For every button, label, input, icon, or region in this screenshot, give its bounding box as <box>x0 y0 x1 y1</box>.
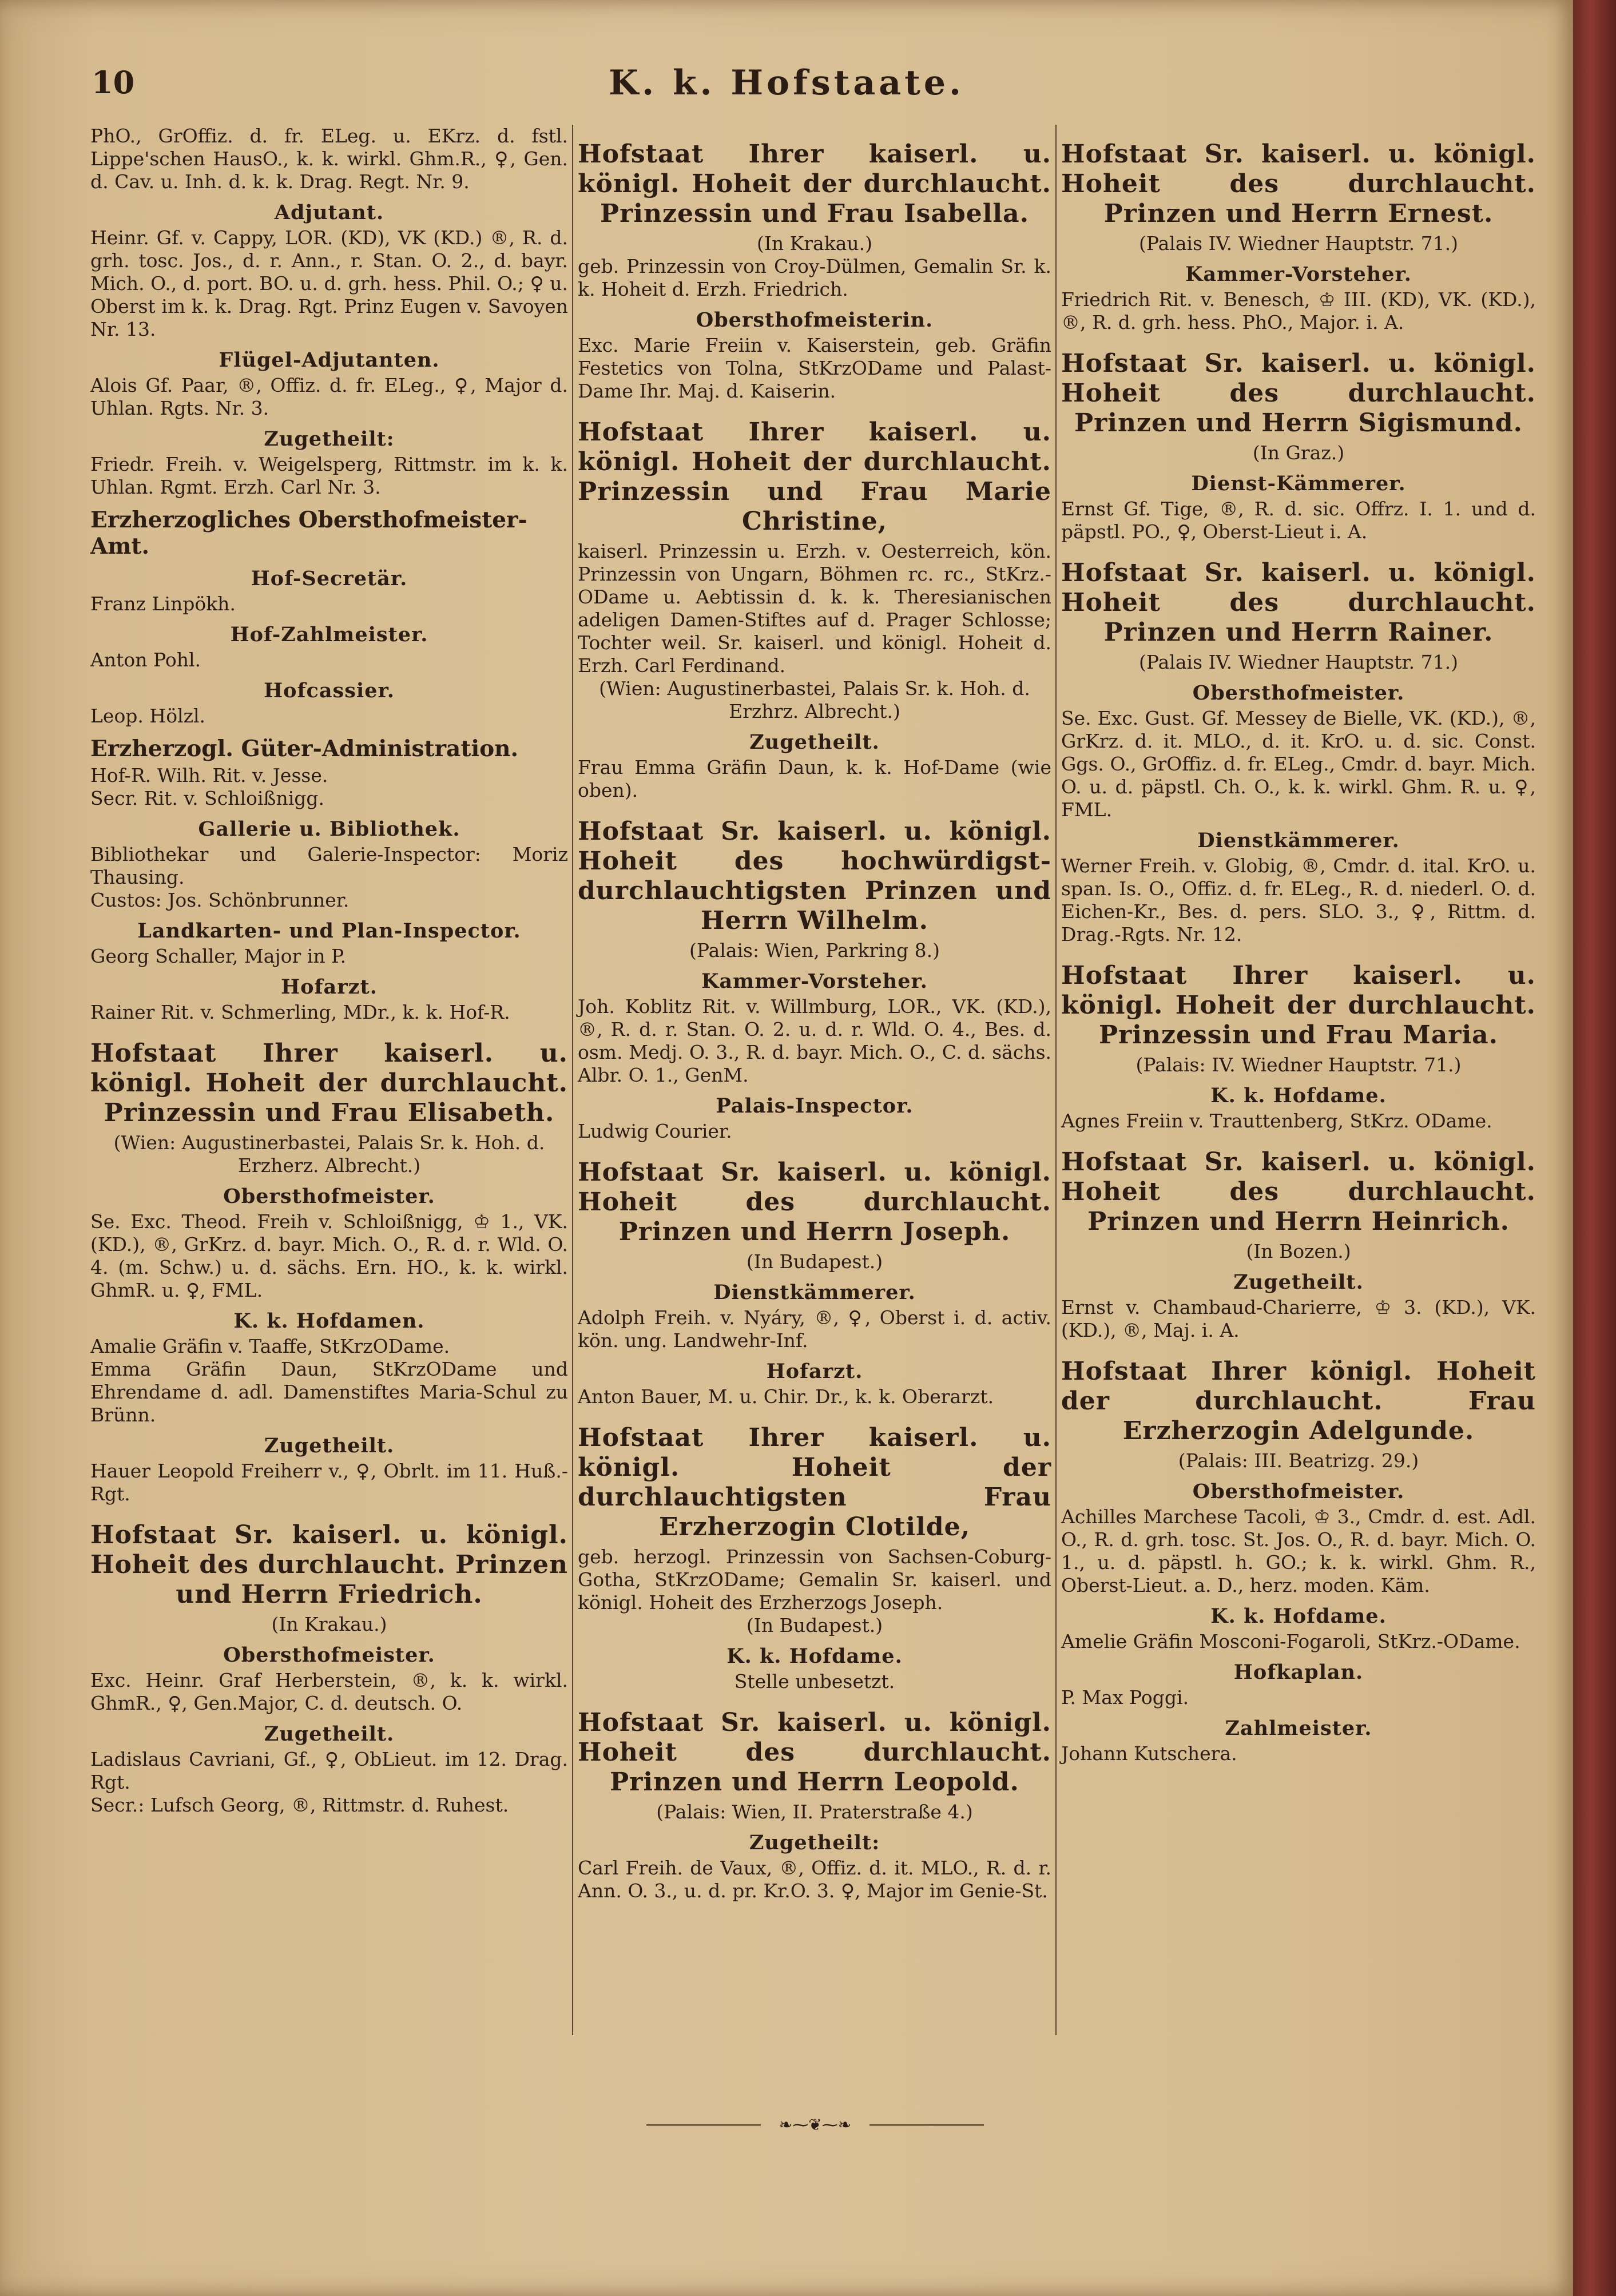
section-heading: Hofstaat Sr. kaiserl. u. königl. Hoheit des durchlaucht. Prinzen und Herrn Sigismund. <box>1061 349 1536 438</box>
subheading: Hofarzt. <box>766 1360 863 1383</box>
entry-text: Ladislaus Cavriani, Gf., ♀, ObLieut. im 12. Drag. Rgt. <box>90 1748 568 1793</box>
entry-text: P. Max Poggi. <box>1061 1686 1189 1709</box>
entry-text: Werner Freih. v. Globig, ®, Cmdr. d. ital. KrO. u. span. Is. O., Offiz. d. fr. ELeg., R. d. niederl. O. d. Eichen-Kr., Bes. d. pers. SLO. 3., ♀, Rittm. d. Drag.-Rgts. Nr. 12. <box>1061 855 1536 946</box>
section-heading: Hofstaat Ihrer kaiserl. u. königl. Hoheit der durchlaucht. Prinzessin und Frau Elisabeth. <box>90 1039 568 1127</box>
subheading: Obersthofmeisterin. <box>696 308 934 332</box>
residence-note: (Palais: IV. Wiedner Hauptstr. 71.) <box>1135 1054 1462 1076</box>
entry-text: Friedr. Freih. v. Weigelsperg, Rittmstr. im k. k. Uhlan. Rgmt. Erzh. Carl Nr. 3. <box>90 453 568 498</box>
subheading: Kammer-Vorsteher. <box>1185 263 1412 286</box>
entry-text: Hof-R. Wilh. Rit. v. Jesse. <box>90 764 328 786</box>
subheading: Flügel-Adjutanten. <box>219 348 440 372</box>
entry-text: Georg Schaller, Major in P. <box>90 945 347 967</box>
subheading: Hofarzt. <box>281 975 378 999</box>
section-heading: Hofstaat Ihrer kaiserl. u. königl. Hoheit der durchlaucht. Prinzessin und Frau Marie Christine, <box>578 418 1051 536</box>
subheading: Hof-Secretär. <box>251 567 408 590</box>
residence-note: (In Budapest.) <box>746 1614 883 1636</box>
entry-text: Ernst v. Chambaud-Charierre, ♔ 3. (KD.), VK. (KD.), ®, Maj. i. A. <box>1061 1296 1536 1341</box>
subheading: Dienstkämmerer. <box>713 1281 916 1304</box>
entry-text: PhO., GrOffiz. d. fr. ELeg. u. EKrz. d. fstl. Lippe'schen HausO., k. k. wirkl. Ghm.R., ♀, Gen. d. Cav. u. Inh. d. k. k. Drag. Regt. Nr. 9. <box>90 125 568 193</box>
entry-text: Amelie Gräfin Mosconi-Fogaroli, StKrz.-ODame. <box>1061 1630 1520 1653</box>
entry-text: geb. Prinzessin von Croy-Dülmen, Gemalin Sr. k. k. Hoheit d. Erzh. Friedrich. <box>578 255 1051 300</box>
entry-text: Custos: Jos. Schönbrunner. <box>90 889 350 911</box>
residence-note: (Wien: Augustinerbastei, Palais Sr. k. Hoh. d. Erzherz. Albrecht.) <box>113 1131 545 1177</box>
entry-text: Franz Linpökh. <box>90 593 236 615</box>
subheading: Zugetheilt. <box>264 1722 395 1746</box>
subheading: Adjutant. <box>274 201 384 224</box>
section-heading: Hofstaat Sr. kaiserl. u. königl. Hoheit des durchlaucht. Prinzen und Herrn Ernest. <box>1061 140 1536 228</box>
column-rule <box>572 125 573 2035</box>
subheading: Obersthofmeister. <box>1192 1480 1405 1503</box>
subheading: Dienstkämmerer. <box>1197 829 1400 852</box>
subheading: Zugetheilt: <box>749 1831 880 1854</box>
column-rule <box>1055 125 1057 2035</box>
subheading: Hofcassier. <box>264 679 395 702</box>
subheading: Zugetheilt. <box>264 1434 395 1457</box>
subheading: Obersthofmeister. <box>1192 681 1405 705</box>
entry-text: Achilles Marchese Tacoli, ♔ 3., Cmdr. d. est. Adl. O., R. d. grh. tosc. St. Jos. O., R. d. bayr. Mich. O. 1., u. d. päpstl. h. GO.; k. k. wirkl. Ghm. R., Oberst-Lieut. a. D., herz. moden. Käm. <box>1061 1505 1536 1596</box>
subheading: K. k. Hofdame. <box>1210 1604 1387 1628</box>
residence-note: (Palais: III. Beatrizg. 29.) <box>1178 1449 1419 1472</box>
entry-text: Agnes Freiin v. Trauttenberg, StKrz. ODame. <box>1061 1110 1492 1132</box>
residence-note: (Palais: Wien, Parkring 8.) <box>689 939 940 962</box>
subheading: Palais-Inspector. <box>716 1094 914 1118</box>
section-heading: Hofstaat Sr. kaiserl. u. königl. Hoheit des durchlaucht. Prinzen und Herrn Leopold. <box>578 1708 1051 1797</box>
entry-text: Johann Kutschera. <box>1061 1742 1237 1765</box>
entry-text: Friedrich Rit. v. Benesch, ♔ III. (KD), VK. (KD.), ®, R. d. grh. hess. PhO., Major. i. A. <box>1061 288 1536 333</box>
entry-text: Amalie Gräfin v. Taaffe, StKrzODame. <box>90 1335 450 1357</box>
section-heading: Hofstaat Sr. kaiserl. u. königl. Hoheit des durchlaucht. Prinzen und Herrn Friedrich. <box>90 1520 568 1609</box>
entry-text: Carl Freih. de Vaux, ®, Offiz. d. it. MLO., R. d. r. Ann. O. 3., u. d. pr. Kr.O. 3. ♀, Major im Genie-St. <box>578 1857 1051 1902</box>
book-cover-edge <box>1573 0 1616 2296</box>
subheading: Landkarten- und Plan-Inspector. <box>137 919 521 943</box>
entry-text: Exc. Heinr. Graf Herberstein, ®, k. k. wirkl. GhmR., ♀, Gen.Major, C. d. deutsch. O. <box>90 1669 568 1714</box>
page-number: 10 <box>92 64 135 101</box>
subheading: Zahlmeister. <box>1225 1717 1372 1740</box>
column-2 <box>578 125 1051 1902</box>
entry-text: Secr.: Lufsch Georg, ®, Rittmstr. d. Ruhest. <box>90 1794 509 1816</box>
entry-text: Bibliothekar und Galerie-Inspector: Moriz Thausing. <box>90 843 568 888</box>
subheading: K. k. Hofdame. <box>726 1644 903 1668</box>
entry-text: kaiserl. Prinzessin u. Erzh. v. Oesterreich, kön. Prinzessin von Ungarn, Böhmen rc. rc., StKrz.-ODame u. Aebtissin d. k. k. Theresianischen adeligen Damen-Stiftes auf d. Prager Schlosse; Tochter weil. Sr. kaiserl. und königl. Hoheit d. Erzh. Carl Ferdinand. <box>578 540 1051 677</box>
entry-text: Anton Pohl. <box>90 649 201 671</box>
residence-note: (In Graz.) <box>1252 442 1345 464</box>
residence-note: Stelle unbesetzt. <box>734 1670 895 1693</box>
office-heading: Erzherzogliches Obersthofmeister-Amt. <box>90 507 527 559</box>
section-heading: Hofstaat Ihrer kaiserl. u. königl. Hoheit der durchlaucht. Prinzessin und Frau Maria. <box>1061 961 1536 1050</box>
subheading: Hof-Zahlmeister. <box>230 623 428 646</box>
residence-note: (In Krakau.) <box>756 232 873 255</box>
section-heading: Hofstaat Ihrer kaiserl. u. königl. Hoheit der durchlaucht. Prinzessin und Frau Isabella. <box>578 140 1051 228</box>
entry-text: Emma Gräfin Daun, StKrzODame und Ehrendame d. adl. Damenstiftes Maria-Schul zu Brünn. <box>90 1358 568 1426</box>
residence-note: (In Bozen.) <box>1246 1240 1351 1262</box>
entry-text: Heinr. Gf. v. Cappy, LOR. (KD), VK (KD.) ®, R. d. grh. tosc. Jos., d. r. Ann., r. Stan. O. 2., d. bayr. Mich. O., d. port. BO. u. d. grh. hess. Phil. O.; ♀ u. Oberst im k. k. Drag. Rgt. Prinz Eugen v. Savoyen Nr. 13. <box>90 227 568 340</box>
entry-text: Alois Gf. Paar, ®, Offiz. d. fr. ELeg., ♀, Major d. Uhlan. Rgts. Nr. 3. <box>90 374 568 419</box>
column-3 <box>1061 125 1536 1765</box>
subheading: Zugetheilt. <box>1233 1270 1364 1294</box>
subheading: K. k. Hofdamen. <box>233 1309 425 1333</box>
entry-text: Secr. Rit. v. Schloißnigg. <box>90 787 325 809</box>
column-1 <box>90 125 568 1817</box>
residence-note: (In Krakau.) <box>271 1613 387 1635</box>
entry-text: Ernst Gf. Tige, ®, R. d. sic. Offrz. I. 1. und d. päpstl. PO., ♀, Oberst-Lieut i. A. <box>1061 498 1536 543</box>
section-heading: Hofstaat Sr. kaiserl. u. königl. Hoheit des durchlaucht. Prinzen und Herrn Joseph. <box>578 1158 1051 1246</box>
end-ornament: ❧⁓❦⁓❧ <box>646 2116 984 2134</box>
subheading: Dienst-Kämmerer. <box>1191 472 1406 495</box>
entry-text: Anton Bauer, M. u. Chir. Dr., k. k. Oberarzt. <box>578 1385 994 1408</box>
residence-note: (Palais IV. Wiedner Hauptstr. 71.) <box>1139 232 1458 255</box>
section-heading: Hofstaat Sr. kaiserl. u. königl. Hoheit des hochwürdigst-durchlauchtigsten Prinzen und Herrn Wilhelm. <box>578 817 1051 935</box>
subheading: Gallerie u. Bibliothek. <box>198 817 460 841</box>
entry-text: Leop. Hölzl. <box>90 705 206 727</box>
section-heading: Hofstaat Ihrer kaiserl. u. königl. Hoheit der durchlauchtigsten Frau Erzherzogin Clotilde, <box>578 1423 1051 1542</box>
section-heading: Hofstaat Ihrer königl. Hoheit der durchlaucht. Frau Erzherzogin Adelgunde. <box>1061 1357 1536 1445</box>
residence-note: (Palais IV. Wiedner Hauptstr. 71.) <box>1139 651 1458 673</box>
entry-text: geb. herzogl. Prinzessin von Sachsen-Coburg-Gotha, StKrzODame; Gemalin Sr. kaiserl. und königl. Hoheit des Erzherzogs Joseph. <box>578 1546 1051 1614</box>
entry-text: Se. Exc. Theod. Freih v. Schloißnigg, ♔ 1., VK. (KD.), ®, GrKrz. d. bayr. Mich. O., R. d. r. Wld. O. 4. (m. Schw.) u. d. sächs. Ern. HO., k. k. wirkl. GhmR. u. ♀, FML. <box>90 1210 568 1301</box>
subheading: Obersthofmeister. <box>223 1643 435 1667</box>
section-heading: Hofstaat Sr. kaiserl. u. königl. Hoheit des durchlaucht. Prinzen und Herrn Heinrich. <box>1061 1147 1536 1236</box>
subheading: Zugetheilt: <box>264 427 395 451</box>
entry-text: Exc. Marie Freiin v. Kaiserstein, geb. Gräfin Festetics von Tolna, StKrzODame und Palast-Dame Ihr. Maj. d. Kaiserin. <box>578 334 1051 402</box>
entry-text: Adolph Freih. v. Nyáry, ®, ♀, Oberst i. d. activ. kön. ung. Landwehr-Inf. <box>578 1306 1051 1352</box>
entry-text: Rainer Rit. v. Schmerling, MDr., k. k. Hof-R. <box>90 1001 510 1023</box>
entry-text: Hauer Leopold Freiherr v., ♀, Obrlt. im 11. Huß.-Rgt. <box>90 1460 568 1505</box>
subheading: Obersthofmeister. <box>223 1185 435 1208</box>
subheading: Kammer-Vorsteher. <box>701 970 928 993</box>
residence-note: (Palais: Wien, II. Praterstraße 4.) <box>656 1801 973 1823</box>
entry-text: Ludwig Courier. <box>578 1120 732 1142</box>
subheading: Zugetheilt. <box>749 730 880 754</box>
residence-note: (Wien: Augustinerbastei, Palais Sr. k. Hoh. d. Erzhrz. Albrecht.) <box>599 677 1030 722</box>
section-heading: Hofstaat Sr. kaiserl. u. königl. Hoheit des durchlaucht. Prinzen und Herrn Rainer. <box>1061 558 1536 647</box>
subheading: K. k. Hofdame. <box>1210 1084 1387 1107</box>
entry-text: Joh. Koblitz Rit. v. Willmburg, LOR., VK. (KD.), ®, R. d. r. Stan. O. 2. u. d. r. Wld. O. 4., Bes. d. osm. Medj. O. 3., R. d. bayr. Mich. O., C. d. sächs. Albr. O. 1., GenM. <box>578 995 1051 1086</box>
entry-text: Frau Emma Gräfin Daun, k. k. Hof-Dame (wie oben). <box>578 756 1051 801</box>
subheading: Hofkaplan. <box>1233 1661 1364 1684</box>
running-title: K. k. Hofstaate. <box>609 63 964 103</box>
residence-note: (In Budapest.) <box>746 1250 883 1273</box>
entry-text: Se. Exc. Gust. Gf. Messey de Bielle, VK. (KD.), ®, GrKrz. d. it. MLO., d. it. KrO. u. d. sic. Const. Ggs. O., GrOffiz. d. fr. ELeg., Cmdr. d. bayr. Mich. O. u. d. päpstl. Ch. O., k. k. wirkl. Ghm. R. u. ♀, FML. <box>1061 707 1536 821</box>
office-heading: Erzherzogl. Güter-Administration. <box>90 736 519 762</box>
